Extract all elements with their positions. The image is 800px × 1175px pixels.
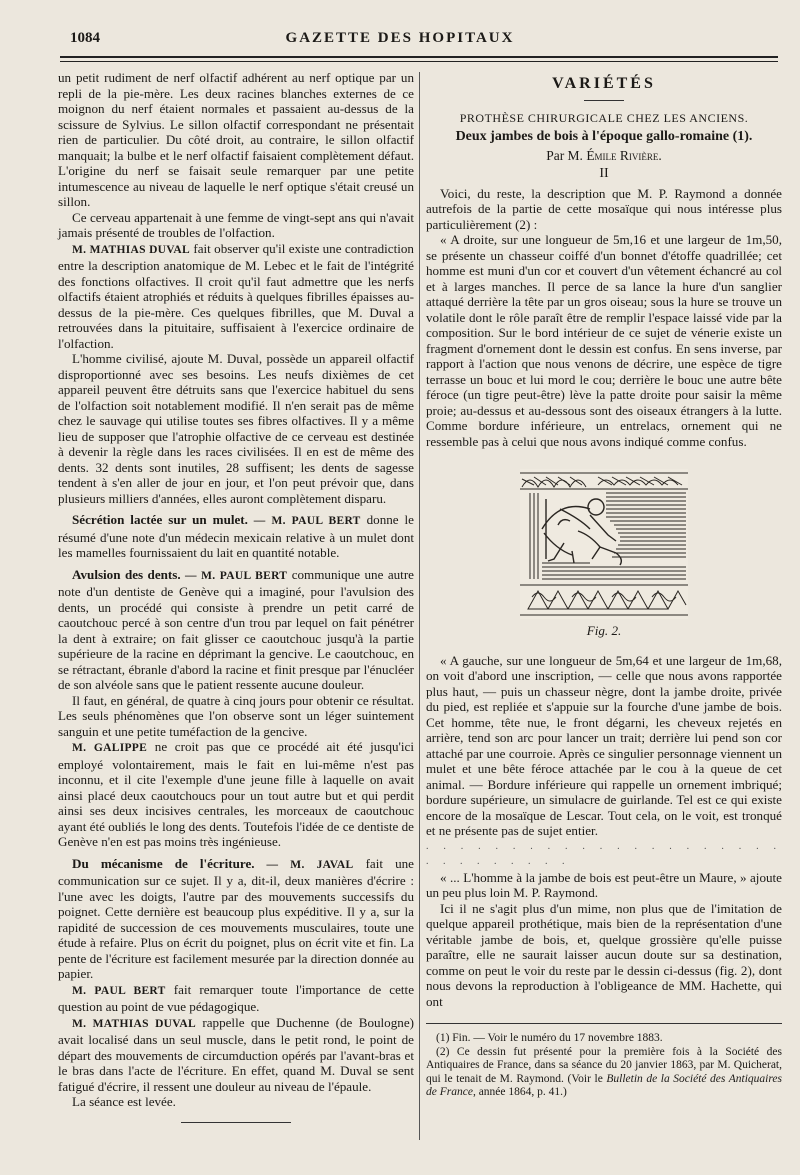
paragraph: Il faut, en général, de quatre à cinq jours pour obtenir ce résultat. Les seuls phénomènes que l'on observe sont un léger suintement sanguin et une petite tuméfaction de la gencive. xyxy=(58,692,414,739)
paragraph-text: donne le résumé d'une note d'un médecin mexicain relative à un mulet dont les mamelles fournissaient du lait en quantité notable. xyxy=(58,512,414,560)
paragraph-text: ne croit pas que ce procédé ait été jusqu'ici employé volontairement, mais le fait en lui-même n'est pas inconnu, et il cite l'exemple d'une jeune fille à laquelle on avait ainsi placé deux caoutchoucs pour un tout autre but et qui perdit ainsi ses deux incisives centrales, les morceaux de caoutchouc ayant été oubliés le long des dents. Toutefois l'idée de ce dentiste de Genève n'en est pas moins très ingénieuse. xyxy=(58,739,414,849)
section-heading: Avulsion des dents. xyxy=(72,566,181,582)
speaker-name: — M. JAVAL xyxy=(254,858,354,871)
journal-title: GAZETTE DES HOPITAUX xyxy=(285,30,515,46)
figure-caption: Fig. 2. xyxy=(586,623,622,638)
footnote-text: , année 1864, p. 41.) xyxy=(472,1086,567,1098)
footnote-publication: Bulletin de la Société des Antiquaires de France xyxy=(426,1072,782,1098)
paragraph xyxy=(58,739,414,850)
paragraph: Ici il ne s'agit plus d'un mime, non plus que de l'imitation de quelque appareil prothétique, mais bien de la représentation d'une véritable jambe de bois, et, quelque grossière qu'elle puisse paraître, elle ne saurait laisser aucun doute sur sa destination, comme on peut le voir du reste par le dessin ci-dessus (fig. 2), dont nous devons la reproduction à l'obligeance de MM. Hachette, qui ont xyxy=(426,900,782,1009)
article-author xyxy=(426,148,782,164)
header-rule-thick xyxy=(60,56,778,58)
section-heading: Sécrétion lactée sur un mulet. xyxy=(72,512,248,527)
speaker-name: M. MATHIAS DUVAL xyxy=(72,243,190,256)
footnote xyxy=(426,1046,782,1100)
paragraph: L'homme civilisé, ajoute M. Duval, possède un appareil olfactif disproportionné avec ses besoins. Les neufs dixièmes de cet appareil peuvent être détruits sans que l'exercice habituel du sens de l'olfaction soit notablement modifié. Il n'en serait pas de même chez le sauvage qui utilise toutes ses fibres olfactives. Il y a même lieu de supposer que l'atrophie olfactive de ce cerveau est destinée à devenir la règle dans les races civilisées. Il en est de même des dents. 32 dents sont inutiles, 28 suffisent; les dents de sagesse tendent à s'en aller de jour en jour, et l'on peut prévoir que, dans plusieurs milliers d'années, elles auront complètement disparu. xyxy=(58,351,414,506)
footnote-text: (2) Ce dessin fut présenté pour la première fois à la Société des Antiquaires de France, dans sa séance du 20 janvier 1863, par M. Quicherat, qui le tenait de M. Raymond. (Voir le xyxy=(426,1045,782,1085)
mosaic-wooden-leg-figure xyxy=(520,469,688,619)
paragraph xyxy=(58,241,414,352)
paragraph: Voici, du reste, la description que M. P. Raymond a donnée autrefois de la partie de cette mosaïque qui nous intéresse plus particulièrement (2) : xyxy=(426,185,782,232)
footnote: (1) Fin. — Voir le numéro du 17 novembre 1883. xyxy=(436,1032,663,1044)
paragraph-text: fait une communication sur ce sujet. Il y a, dit-il, deux manières d'écrire : l'une avec les doigts, l'autre par des mouvements successifs du poignet. Cette dernière est beaucoup plus expéditive. Il y a, sur la rapidité de succession de ces mouvements musculaires, toute une étude à refaire. Plus on écrit du poignet, plus on écrit vite et fin. La pente de l'écriture est facilement mesurée par la direction donnée au papier. xyxy=(58,855,414,981)
page-number: 1084 xyxy=(70,30,100,46)
paragraph: un petit rudiment de nerf olfactif adhérent au nerf optique par un repli de la pie-mère. Les deux racines blanches externes de ce moignon du nerf étaient normales et passaient au-dessus de la scissure de Sylvius. Le sillon olfactif correspondant ne présentait rien de particulier. Du côté droit, au contraire, le sillon olfactif manquait; la bulbe et le nerf olfactif faisaient complètement défaut. L'origine du nerf se faisait seule remarquer par une petite intumescence au niveau de laquelle le nerf optique s'était creusé un sillon. xyxy=(58,70,414,209)
paragraph: « A droite, sur une longueur de 5m,16 et une largeur de 1m,50, se présente un chasseur coiffé d'un bonnet d'étoffe quadrillée; cet homme est muni d'un cor et couvert d'un vêtement échancré au col et à larges manches. Il perce de sa lance la hure d'un sanglier attaqué derrière la tête par un gros oiseau; sous la hure se trouve un volatile dont le rôle paraît être de remplir l'espace laissé vide par la composition. Sur le bord intérieur de ce sujet de vénerie existe un fragment d'ornement dont le dessin est confus. En sens inverse, par rapport à l'action que nous venons de décrire, une espèce de tigre terrasse un bouc et lui mord le cou; derrière le bouc une autre bête féroce (un tigre peut-être) lève la patte droite pour saisir la même proie; au-dessus et au-dessous sont des oiseaux étrangers à la lutte. Comme bordure inférieure, un entrelacs, ornement qui ne ressemble pas à celui que nous avons indiqué comme confus. xyxy=(426,232,782,449)
section-paragraph xyxy=(58,512,414,561)
paragraph xyxy=(58,982,414,1015)
speaker-name: — M. PAUL BERT xyxy=(247,515,361,527)
author-name: Émile Rivière. xyxy=(586,147,662,163)
paragraph-text: communique une autre note d'un dentiste de Genève qui a imaginé, pour l'avulsion des dents, un procédé qui consiste à prendre un petit carré de caoutchouc percé à son centre d'un trou par lequel on fait pénétrer la dent à extraire; on fait glisser ce caoutchouc jusqu'à la partie supérieure de la racine en déprimant la gencive. Le caoutchouc, en se rétractant, ébranle d'abord la racine et finit presque par l'énucléer de son alvéole sans que le patient ressente aucune douleur. xyxy=(58,566,414,692)
column-separator xyxy=(419,72,420,1140)
paragraph xyxy=(58,1015,414,1095)
speaker-name: — M. PAUL BERT xyxy=(180,569,288,582)
header-rule-thin xyxy=(60,61,778,62)
section-paragraph xyxy=(58,567,414,693)
paragraph: Ce cerveau appartenait à une femme de vingt-sept ans qui n'avait jamais présenté de troubles de l'olfaction. xyxy=(58,209,414,240)
closing-line: La séance est levée. xyxy=(72,1094,176,1109)
speaker-name: M. MATHIAS DUVAL xyxy=(72,1017,196,1030)
paragraph-text: rappelle que Duchenne (de Boulogne) avait localisé dans un seul muscle, dans le petit rond, le point de départ des mouvements de circumduction opérés par l'avant-bras et le bras dans l'acte de l'écriture. En effet, quand M. Duval se sent fatigué d'écrire, il ressent une douleur au niveau de l'épaule. xyxy=(58,1014,414,1094)
paragraph-text: fait observer qu'il existe une contradiction entre la description anatomique de M. Lebec et le fait de l'intégrité des fonctions olfactives. Il croit qu'il faut admettre que les nerfs olfactifs étaient atrophiés et réduits à quelques fibrilles épaisses au-dessus de la pie-mère. Ces quelques fibrilles, que M. Duval a retrouvées dans la pituitaire, suffisaient à l'exercice ordinaire de l'olfaction. xyxy=(58,240,414,351)
part-number: II xyxy=(599,166,609,181)
page-header xyxy=(60,30,740,50)
paragraph: « A gauche, sur une longueur de 5m,64 et une largeur de 1m,68, on voit d'abord une inscription, — celle que nous avons rapportée plus haut, — puis un chasseur nègre, dont la jambe droite, privée du pied, est repliée et s'appuie sur la fourche d'une jambe de bois. Cet homme, tête nue, le front dégarni, les cheveux rejetés en arrière, tend son arc pour lancer un trait; derrière lui pend son cor attaché par une courroie. Après ce singulier personnage viennent un mulet et une bête féroce attachée par le cou à la queue de cet animal. — Bordure inférieure qui rappelle un ornement imbriqué; bordure supérieure, un simulacre de guirlande. Tel est ce qui existe encore de la mosaïque de Lescar. Tout cela, on le voit, est tronqué et ne présente pas de sujet entier. xyxy=(426,652,782,838)
left-column xyxy=(58,70,414,1123)
speaker-name: M. GALIPPE xyxy=(72,742,148,754)
paragraph: « ... L'homme à la jambe de bois est peut-être un Maure, » ajoute un peu plus loin M. P. Raymond. xyxy=(426,869,782,900)
right-column xyxy=(426,70,782,1100)
article-title: PROTHÈSE CHIRURGICALE CHEZ LES ANCIENS. xyxy=(459,110,749,125)
section-paragraph xyxy=(58,856,414,982)
end-rule xyxy=(181,1122,291,1123)
footnote-rule xyxy=(426,1023,782,1024)
author-prefix: Par M. xyxy=(546,147,587,163)
speaker-name: M. PAUL BERT xyxy=(72,984,166,997)
section-title: VARIÉTÉS xyxy=(552,75,656,92)
ellipsis-line: . . . . . . . . . . . . . . . . . . . . . . . . . . . . . . xyxy=(426,840,782,867)
title-rule xyxy=(584,100,624,101)
section-heading: Du mécanisme de l'écriture. xyxy=(72,855,255,871)
article-subtitle: Deux jambes de bois à l'époque gallo-romaine (1). xyxy=(455,129,753,144)
paragraph-text: fait remarquer toute l'importance de cette question au point de vue pédagogique. xyxy=(58,981,415,1014)
